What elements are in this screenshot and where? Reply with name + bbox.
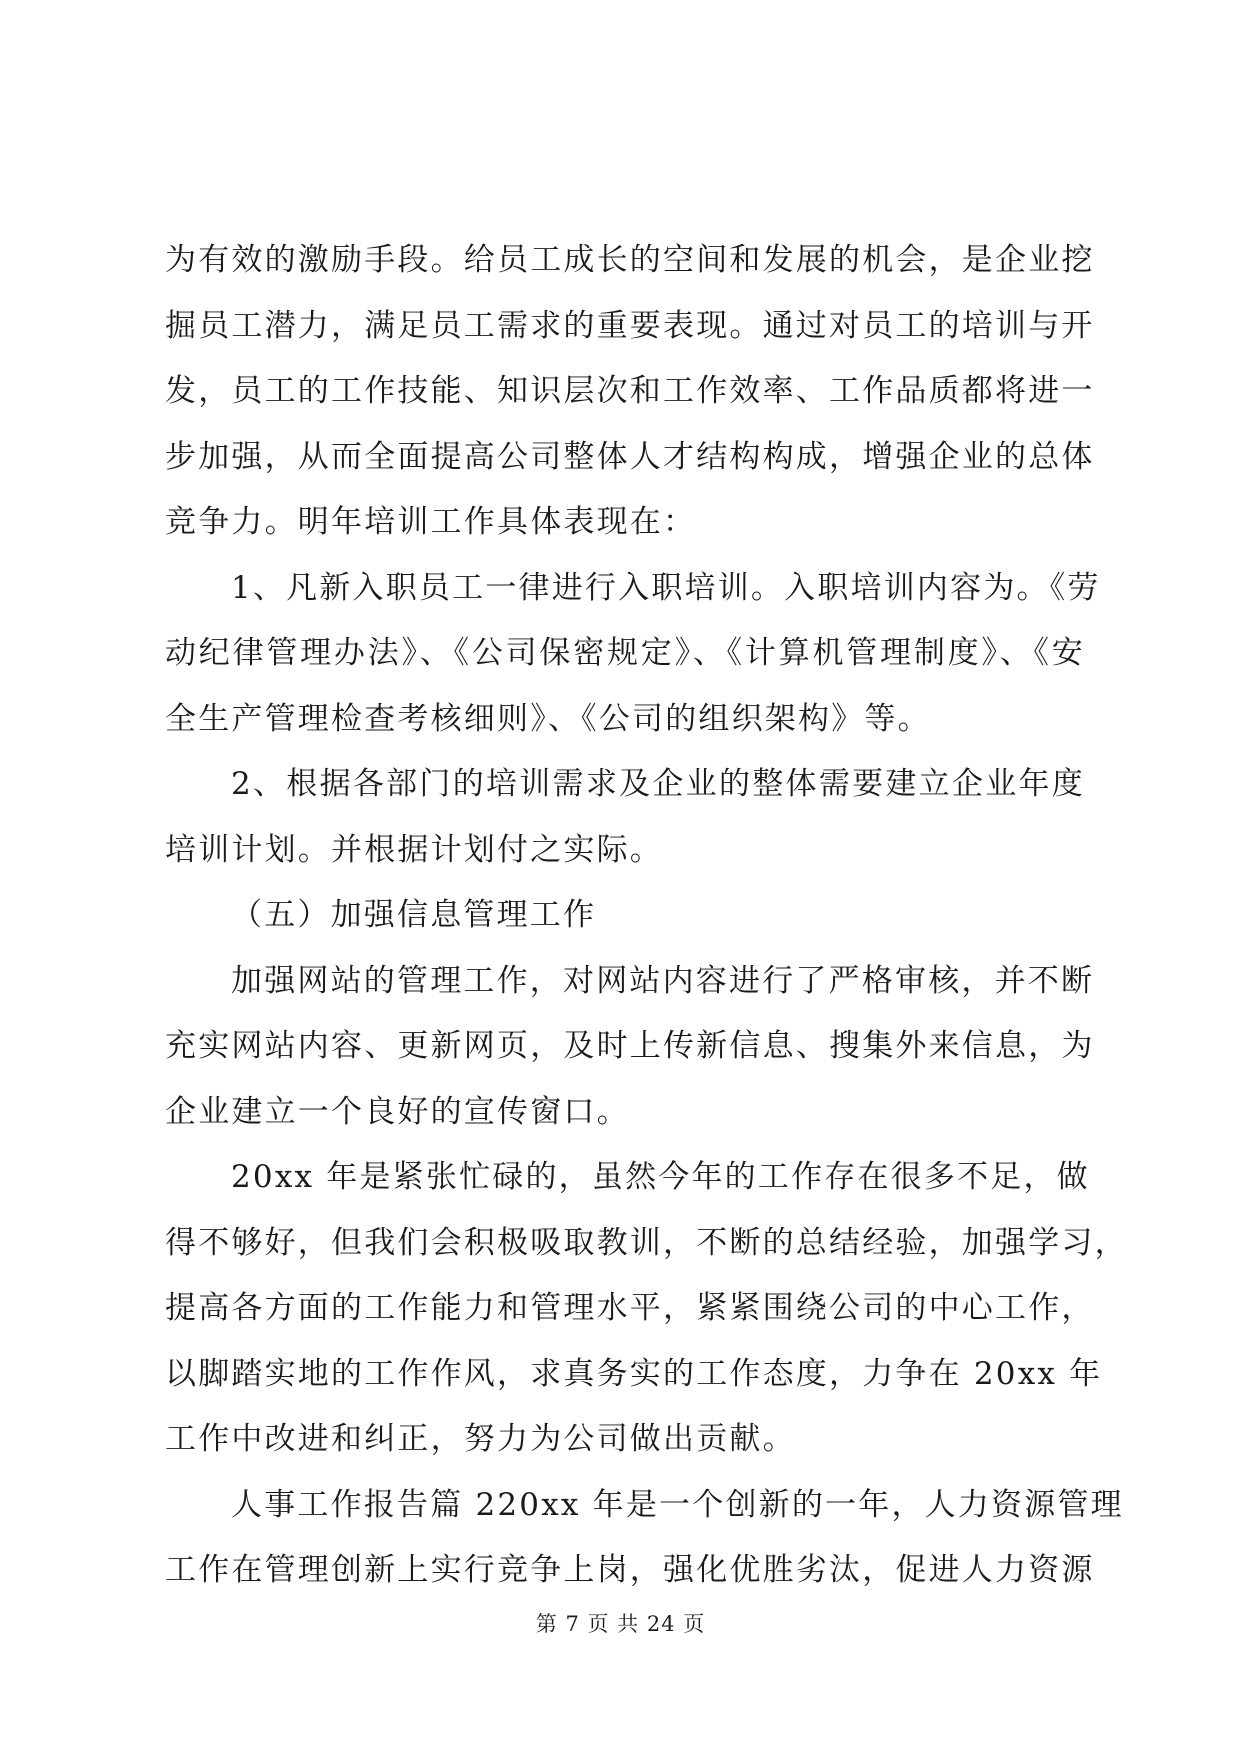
text-line: 动纪律管理办法》、《公司保密规定》、《计算机管理制度》、《安 [165,635,1085,671]
paragraph-line: 人事工作报告篇 220xx 年是一个创新的一年，人力资源管理 [231,1486,1124,1523]
text-line: 竞争力。明年培训工作具体表现在： [165,504,697,540]
text-line: 得不够好，但我们会积极吸取教训，不断的总结经验，加强学习， [165,1224,1128,1261]
paragraph-line: 加强网站的管理工作，对网站内容进行了严格审核，并不断 [231,962,1095,999]
text-line: 以脚踏实地的工作作风，求真务实的工作态度，力争在 20xx 年 [165,1355,1103,1392]
page-footer: 第 7 页 共 24 页 [535,1612,706,1636]
text-line: 工作中改进和纠正，努力为公司做出贡献。 [165,1421,796,1457]
list-item-line: 1、凡新入职员工一律进行入职培训。入职培训内容为。《劳 [231,569,1101,606]
text-line: 充实网站内容、更新网页，及时上传新信息、搜集外来信息，为 [165,1028,1095,1064]
text-line: 提高各方面的工作能力和管理水平，紧紧围绕公司的中心工作， [165,1290,1095,1326]
text-line: 培训计划。并根据计划付之实际。 [165,831,663,868]
paragraph-line: 20xx 年是紧张忙碌的，虽然今年的工作存在很多不足，做 [231,1159,1090,1195]
text-line: 发，员工的工作技能、知识层次和工作效率、工作品质都将进一 [165,373,1095,409]
text-line: 步加强，从而全面提高公司整体人才结构构成，增强企业的总体 [165,438,1095,475]
text-line: 企业建立一个良好的宣传窗口。 [165,1093,630,1130]
document-body [165,228,1128,1604]
section-heading: （五）加强信息管理工作 [231,897,597,933]
text-line: 为有效的激励手段。给员工成长的空间和发展的机会，是企业挖 [165,242,1095,278]
list-item-line: 2、根据各部门的培训需求及企业的整体需要建立企业年度 [231,766,1085,802]
text-line: 掘员工潜力，满足员工需求的重要表现。通过对员工的培训与开 [165,307,1095,344]
text-line: 工作在管理创新上实行竞争上岗，强化优胜劣汰，促进人力资源 [165,1552,1095,1588]
text-line: 全生产管理检查考核细则》、《公司的组织架构》等。 [165,700,931,737]
